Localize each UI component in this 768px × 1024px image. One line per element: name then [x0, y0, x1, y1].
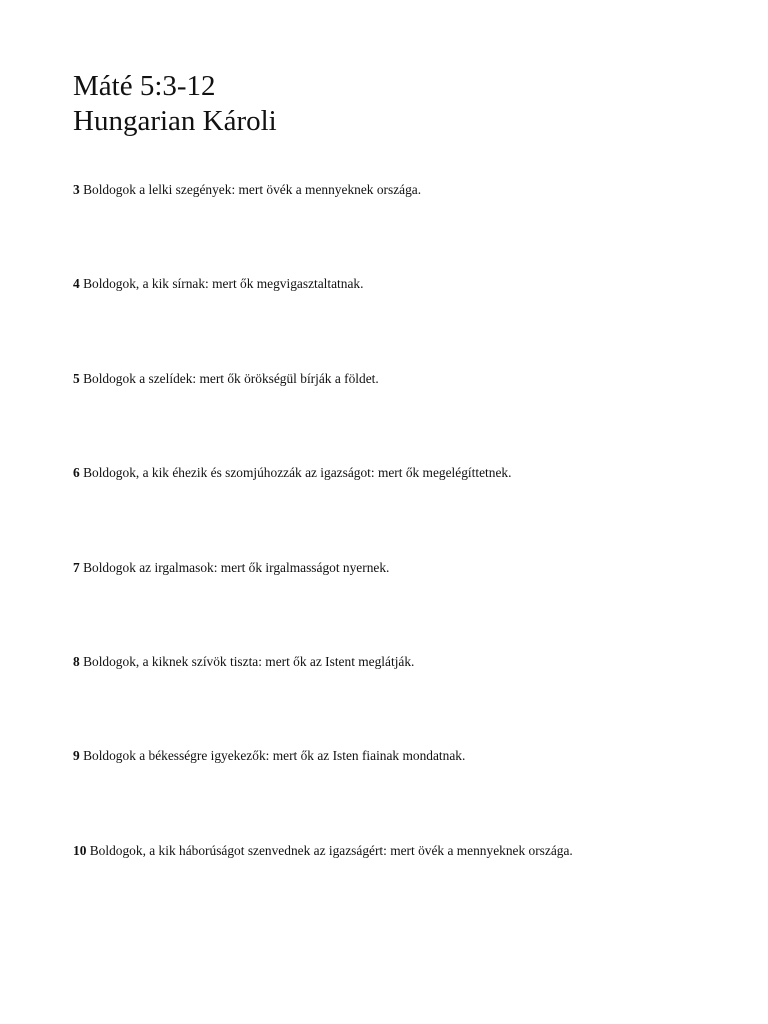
verse-number: 3 — [73, 182, 80, 197]
verse-text: Boldogok a szelídek: mert ők örökségül bírják a földet. — [83, 370, 379, 386]
verse-5 — [73, 370, 733, 464]
verse-4 — [73, 275, 733, 369]
verse-text: Boldogok a lelki szegények: mert övék a mennyeknek országa. — [83, 182, 422, 197]
verse-number: 8 — [73, 653, 80, 669]
verse-3 — [73, 181, 733, 275]
verse-text: Boldogok a békességre igyekezők: mert ők az Isten fiainak mondatnak. — [83, 748, 466, 764]
verse-number: 5 — [73, 370, 80, 386]
verse-8 — [73, 653, 733, 747]
verse-list — [73, 181, 733, 936]
verse-number: 4 — [73, 276, 80, 292]
verse-number: 9 — [73, 748, 80, 764]
verse-text: Boldogok, a kik éhezik és szomjúhozzák az igazságot: mert ők megelégíttetnek. — [83, 465, 512, 481]
verse-text: Boldogok, a kik háborúságot szenvednek az igazságért: mert övék a mennyeknek országa. — [89, 842, 573, 858]
verse-text: Boldogok, a kiknek szívök tiszta: mert ők az Istent meglátják. — [83, 653, 415, 669]
verse-number: 10 — [73, 842, 87, 858]
document-title: Máté 5:3-12 — [73, 70, 216, 102]
verse-text: Boldogok az irgalmasok: mert ők irgalmasságot nyernek. — [83, 559, 390, 575]
verse-9 — [73, 747, 733, 841]
title-block — [73, 69, 277, 139]
verse-number: 6 — [73, 465, 80, 481]
document-subtitle: Hungarian Károli — [73, 105, 277, 137]
verse-10 — [73, 842, 733, 936]
verse-number: 7 — [73, 559, 80, 575]
verse-6 — [73, 464, 733, 558]
verse-7 — [73, 559, 733, 653]
verse-text: Boldogok, a kik sírnak: mert ők megvigasztaltatnak. — [83, 276, 364, 292]
